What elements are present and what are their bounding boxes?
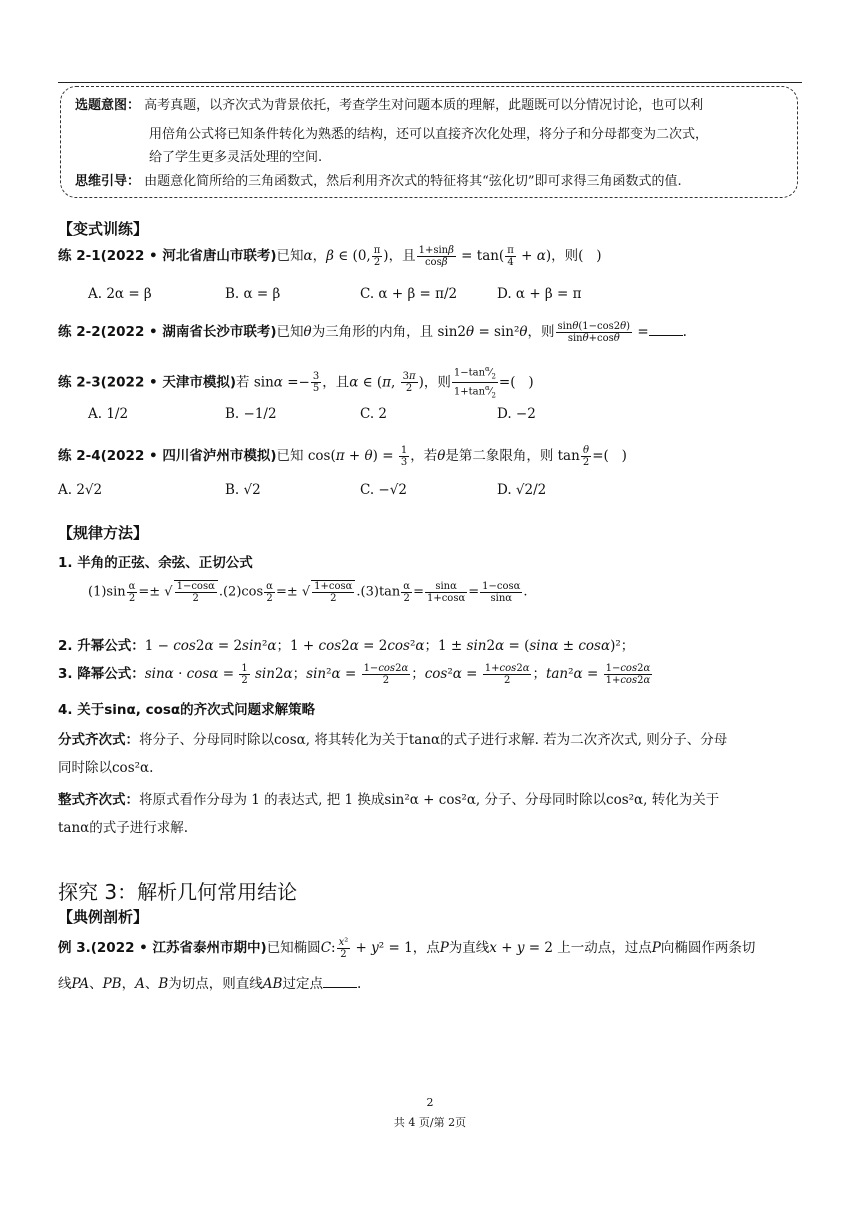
method-item-2: 2. 升幂公式：1 − cos2α = 2sin²α；1 + cos2α = 2cos²α；1 ± sin2α = (sinα ± cosα)²；: [58, 638, 635, 654]
top-rule: [58, 82, 802, 83]
method-item-3: 3. 降幂公式：sinα · cosα = $\frac{1}{2}$ sin2α；sin²α = $\frac{1-\cos 2\alpha}{2}$ ；cos²α = $\frac{1+\cos 2\alpha}{2}$ ；tan²α = $\frac{1-\cos 2\alpha}{1+\cos 2\alpha}$: [58, 663, 651, 686]
exercise-2-3: 练 2-3(2022 • 天津市模拟)若 sinα =− $\frac{3}{5}$ ，且α ∈ (π, $\frac{3\pi}{2}$ )，则 $\frac{1-\tan^\alpha⁄_2}{1+\tan^\alpha⁄_2}$ =( ): [58, 365, 534, 400]
intent-line-3: 给了学生更多灵活处理的空间.: [149, 150, 323, 165]
method-item-1: 1. 半角的正弦、余弦、正切公式: [58, 555, 253, 571]
method-item-4: 4. 关于sinα, cosα的齐次式问题求解策略: [58, 702, 316, 718]
fraction-homogeneous-line-1: 分式齐次式：将分子、分母同时除以cosα, 将其转化为关于tanα的式子进行求解. 若为二次齐次式, 则分子、分母: [58, 732, 728, 748]
ex24-choice-d: D. √2/2: [497, 482, 547, 498]
integral-homogeneous-line-1: 整式齐次式：将原式看作分母为 1 的表达式, 把 1 换成sin²α + cos²α, 分子、分母同时除以cos²α, 转化为关于: [58, 792, 720, 808]
exercise-2-4: 练 2-4(2022 • 四川省泸州市模拟)已知 cos(π + θ) = $\frac{1}{3}$ ，若θ是第二象限角，则 tan $\frac{\theta}{2}$ =( ): [58, 445, 627, 468]
intent-line-2: 用倍角公式将已知条件转化为熟悉的结构，还可以直接齐次化处理，将分子和分母都变为二次式，: [149, 127, 709, 142]
intent-box: [60, 86, 798, 198]
exercise-2-1: 练 2-1(2022 • 河北省唐山市联考)已知α，β ∈ (0, $\frac{\pi}{2}$ )，且 $\frac{1+\sin\beta}{\cos\beta}$ = tan( $\frac{\pi}{4}$ + α)，则( ): [58, 245, 602, 268]
ex24-choice-a: A. 2√2: [58, 482, 103, 498]
example-3-line-1: 例 3.(2022 • 江苏省泰州市期中)已知椭圆C: $\frac{\text{x²}}{2}$ + y² = 1，点P为直线x + y = 2 上一动点，过点P向椭圆作两条切: [58, 937, 756, 960]
ex24-choice-c: C. −√2: [360, 482, 407, 498]
method-header: 【规律方法】: [58, 524, 149, 542]
fraction-homogeneous-line-2: 同时除以cos²α.: [58, 760, 154, 776]
variant-header: 【变式训练】: [58, 220, 149, 238]
section-3-title: 探究 3：解析几何常用结论: [58, 880, 298, 904]
page-info: 共 4 页/第 2页: [393, 1116, 467, 1129]
ex23-choice-c: C. 2: [360, 406, 388, 422]
ex21-choice-c: C. α + β = π/2: [360, 286, 458, 302]
page-number: 2: [426, 1096, 434, 1109]
guide-line: 思维引导： 由题意化简所给的三角函数式，然后利用齐次式的特征将其“弦化切”即可求得三角函数式的值.: [75, 174, 682, 189]
ex23-choice-b: B. −1/2: [225, 406, 277, 422]
ex23-choice-d: D. −2: [497, 406, 536, 422]
integral-homogeneous-line-2: tanα的式子进行求解.: [58, 820, 189, 836]
exercise-2-2: 练 2-2(2022 • 湖南省长沙市联考)已知θ为三角形的内角，且 sin2θ = sin²θ，则 $\frac{\sin\theta(1-\cos 2\theta)}{\sin\theta+\cos\theta}$ = .: [58, 321, 687, 344]
half-angle-formulas: (1)sin $\frac{\alpha}{2}$ =± √ $\frac{1-\cos\alpha}{2}$ .(2)cos $\frac{\alpha}{2}$ =± √ $\frac{1+\cos\alpha}{2}$ .(3)tan $\frac{\alpha}{2}$ = $\frac{\sin\alpha}{1+\cos\alpha}$ = $\frac{1-\cos\alpha}{\sin\alpha}$ .: [88, 580, 528, 604]
ex21-choice-a: A. 2α = β: [88, 286, 152, 302]
example-header: 【典例剖析】: [58, 908, 149, 926]
ex23-choice-a: A. 1/2: [88, 406, 129, 422]
ex21-choice-d: D. α + β = π: [497, 286, 582, 302]
example-3-line-2: 线PA、PB，A、B为切点，则直线AB过定点 .: [58, 976, 362, 992]
ex21-choice-b: B. α = β: [225, 286, 281, 302]
intent-line-1: 选题意图： 高考真题，以齐次式为背景依托，考查学生对问题本质的理解，此题既可以分情况讨论，也可以利: [75, 98, 704, 113]
ex24-choice-b: B. √2: [225, 482, 261, 498]
